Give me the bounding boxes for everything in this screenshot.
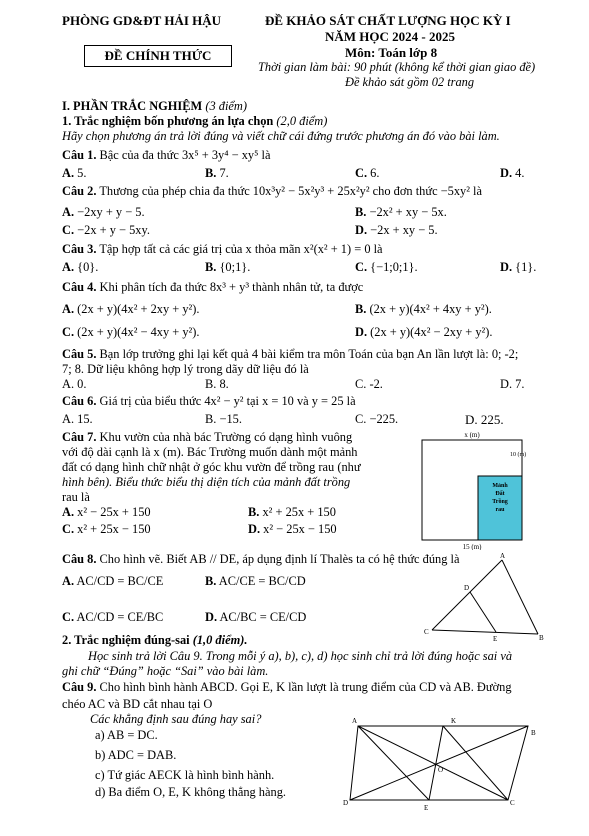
q1-opt-c: C. 6. <box>355 166 380 180</box>
q7-line-5: rau là <box>62 490 90 504</box>
pt-A: A <box>500 552 506 560</box>
q1-stem: Câu 1. Bậc của đa thức 3x⁵ + 3y⁴ − xy⁵ là <box>62 148 271 162</box>
q7-opt-c: C. x² + 25x − 150 <box>62 522 151 536</box>
q9-ask: Các khẳng định sau đúng hay sai? <box>90 712 262 726</box>
q1-opt-b: B. 7. <box>205 166 229 180</box>
q5-opt-b: B. 8. <box>205 377 229 391</box>
pt-C: C <box>424 628 429 636</box>
q4-opt-d: D. (2x + y)(4x² − 2xy + y²). <box>355 325 493 339</box>
q4-opt-c: C. (2x + y)(4x² − 4xy + y²). <box>62 325 200 339</box>
q5-opt-c: C. -2. <box>355 377 383 391</box>
plot-label-1: Mảnh <box>492 483 508 489</box>
pt-B: B <box>539 634 544 642</box>
q8-opt-d: D. AC/BC = CE/CD <box>205 610 307 624</box>
pt-A2: A <box>352 717 358 725</box>
part2-instr-1: Học sinh trả lời Câu 9. Trong mỗi ý a), b), c), d) học sinh chỉ trả lời đúng hoặc sai và <box>88 649 513 663</box>
q9-item-c: c) Tứ giác AECK là hình bình hành. <box>95 768 275 782</box>
school-year: NĂM HỌC 2024 - 2025 <box>325 29 455 44</box>
pt-K: K <box>451 717 457 725</box>
label-x: x (m) <box>464 431 480 439</box>
part2-title: 2. Trắc nghiệm đúng-sai (1,0 điểm). <box>62 633 248 647</box>
q7-opt-b: B. x² + 25x + 150 <box>248 505 336 519</box>
q3-opt-c: C. {−1;0;1}. <box>355 260 418 274</box>
exam-title: ĐỀ KHẢO SÁT CHẤT LƯỢNG HỌC KỲ I <box>265 13 511 28</box>
q4-stem: Câu 4. Khi phân tích đa thức 8x³ + y³ thành nhân tử, ta được <box>62 280 364 294</box>
garden-figure <box>410 428 530 550</box>
parallelogram-figure <box>338 714 548 814</box>
q6-opt-b: B. −15. <box>205 412 242 426</box>
q1-opt-a: A. 5. <box>62 166 87 180</box>
q2-stem: Câu 2. Thương của phép chia đa thức 10x³y² − 5x²y³ + 25x²y² cho đơn thức −5xy² là <box>62 184 482 198</box>
q5-stem-2: 7; 8. Dữ liệu không hợp lý trong dãy dữ liệu đó là <box>62 362 309 376</box>
q9-item-d: d) Ba điểm O, E, K không thẳng hàng. <box>95 785 286 799</box>
subject: Môn: Toán lớp 8 <box>345 45 438 60</box>
sub1-instructions: Hãy chọn phương án trả lời đúng và viết chữ cái đứng trước phương án đó vào bài làm. <box>62 129 500 143</box>
q6-opt-d: D. 225. <box>465 412 504 427</box>
q7-opt-d: D. x² − 25x − 150 <box>248 522 337 536</box>
pt-O: O <box>438 766 444 774</box>
official-label: ĐỀ CHÍNH THỨC <box>104 48 212 63</box>
pt-E2: E <box>424 804 429 812</box>
pt-D: D <box>464 584 470 592</box>
pt-D2: D <box>343 799 349 807</box>
q5-opt-a: A. 0. <box>62 377 87 391</box>
q9-stem-2: chéo AC và BD cắt nhau tại O <box>62 697 213 711</box>
time-note: Thời gian làm bài: 90 phút (không kể thời gian giao đề) <box>258 60 536 74</box>
q7-opt-a: A. x² − 25x + 150 <box>62 505 151 519</box>
q1-opt-d: D. 4. <box>500 166 525 180</box>
q6-opt-c: C. −225. <box>355 412 399 426</box>
q9-stem: Câu 9. Cho hình bình hành ABCD. Gọi E, K lần lượt là trung điểm của CD và AB. Đường <box>62 680 512 694</box>
q7-line-3: đất có dạng hình chữ nhật ở góc khu vườn để trồng rau (như <box>62 460 361 474</box>
q3-stem: Câu 3. Tập hợp tất cả các giá trị của x thỏa mãn x²(x² + 1) = 0 là <box>62 242 383 256</box>
q2-opt-a: A. −2xy + y − 5. <box>62 205 145 219</box>
q6-stem: Câu 6. Giá trị của biểu thức 4x² − y² tại x = 10 và y = 25 là <box>62 394 356 408</box>
q8-stem: Câu 8. Cho hình vẽ. Biết AB // DE, áp dụng định lí Thalès ta có hệ thức đúng là <box>62 552 460 566</box>
q8-opt-b: B. AC/CE = BC/CD <box>205 574 306 588</box>
official-stamp <box>84 45 232 67</box>
page-note: Đề khảo sát gồm 02 trang <box>345 75 475 89</box>
q4-opt-a: A. (2x + y)(4x² + 2xy + y²). <box>62 302 200 316</box>
q2-opt-b: B. −2x² + xy − 5x. <box>355 205 447 219</box>
q3-opt-d: D. {1}. <box>500 260 537 274</box>
q5-opt-d: D. 7. <box>500 377 525 391</box>
q4-opt-b: B. (2x + y)(4x² + 4xy + y²). <box>355 302 492 316</box>
q3-opt-a: A. {0}. <box>62 260 99 274</box>
q9-item-a: a) AB = DC. <box>95 728 158 742</box>
org-name: PHÒNG GD&ĐT HẢI HẬU <box>62 13 222 28</box>
pt-E: E <box>493 635 498 642</box>
plot-label-2: Đất <box>495 491 505 497</box>
sub1-title: 1. Trắc nghiệm bốn phương án lựa chọn (2,0 điểm) <box>62 114 328 128</box>
q7-line-4: hình bên). Biểu thức biểu thị diện tích của mảnh đất trồng <box>62 475 351 489</box>
pt-B2: B <box>531 729 536 737</box>
plot-label-3: Trồng <box>492 499 508 505</box>
q8-opt-a: A. AC/CD = BC/CE <box>62 574 164 588</box>
label-15m: 15 (m) <box>462 543 482 550</box>
thales-figure <box>420 550 550 642</box>
q8-opt-c: C. AC/CD = CE/BC <box>62 610 164 624</box>
q5-stem: Câu 5. Bạn lớp trưởng ghi lại kết quả 4 bài kiểm tra môn Toán của bạn An lần lượt là: 0; -2; <box>62 347 519 361</box>
q7-stem: Câu 7. Khu vườn của nhà bác Trường có dạng hình vuông <box>62 430 353 444</box>
part1-title: I. PHẦN TRẮC NGHIỆM (3 điểm) <box>62 99 247 113</box>
q3-opt-b: B. {0;1}. <box>205 260 251 274</box>
q2-opt-c: C. −2x + y − 5xy. <box>62 223 150 237</box>
q6-opt-a: A. 15. <box>62 412 93 426</box>
q2-opt-d: D. −2x + xy − 5. <box>355 223 438 237</box>
q7-line-2: với độ dài cạnh là x (m). Bác Trường muốn dành một mảnh <box>62 445 358 459</box>
q9-item-b: b) ADC = DAB. <box>95 748 177 762</box>
pt-C2: C <box>510 799 515 807</box>
part2-instr-2: ghi chữ “Đúng” hoặc “Sai” vào bài làm. <box>62 664 269 678</box>
plot-label-4: rau <box>495 507 505 513</box>
label-10m: 10 (m) <box>510 452 527 458</box>
